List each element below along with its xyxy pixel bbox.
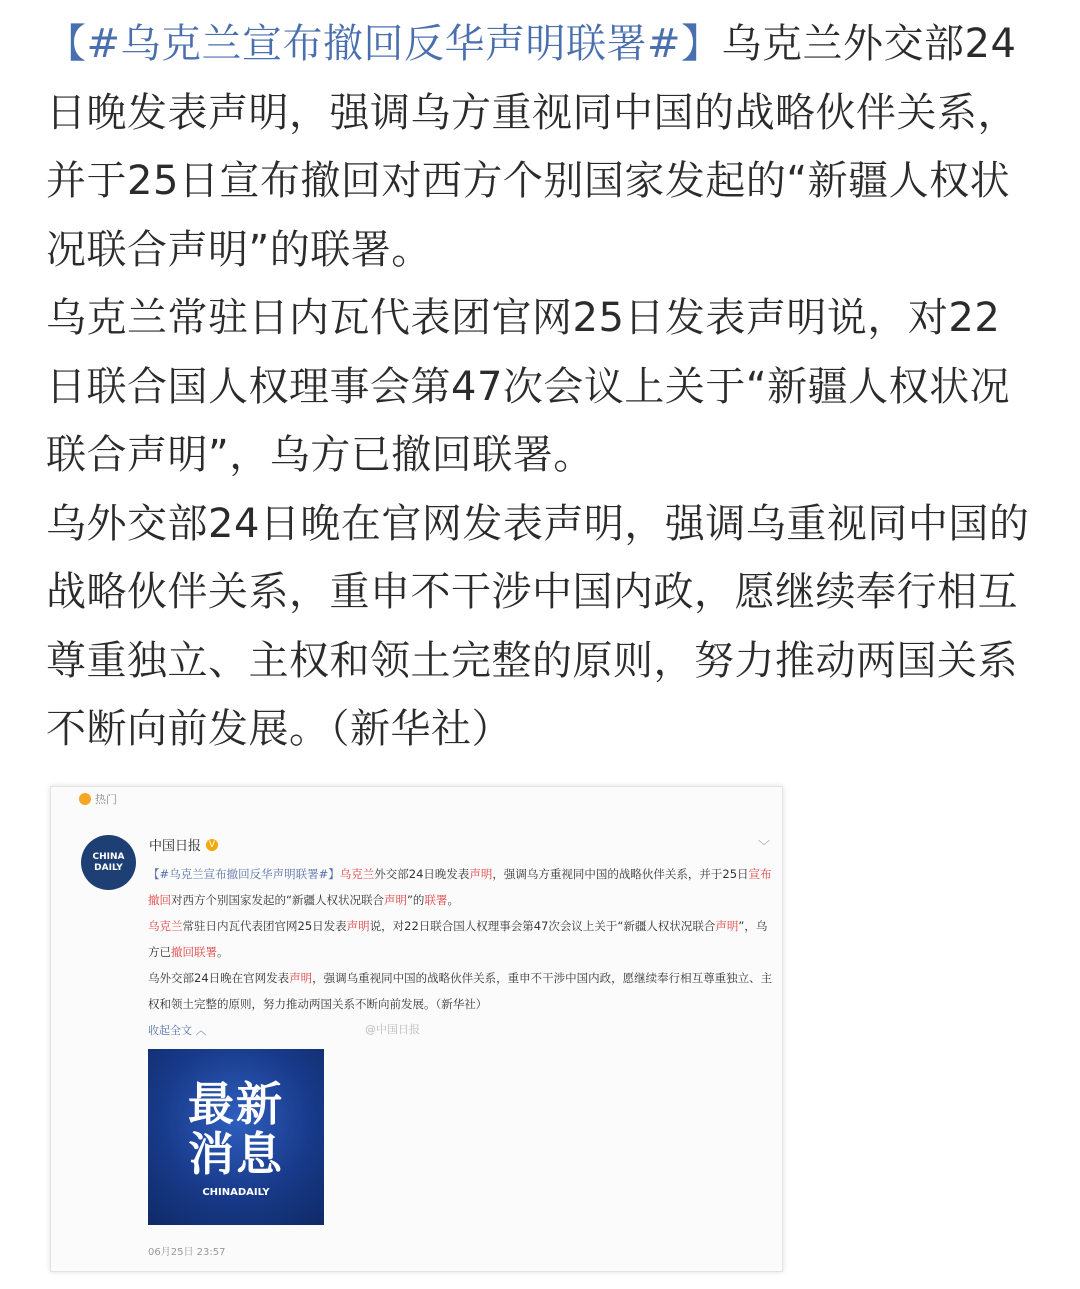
- post-hashtag-link[interactable]: 【#乌克兰宣布撤回反华声明联署#】: [46, 21, 722, 67]
- embed-hashtag-link[interactable]: 【#乌克兰宣布撤回反华声明联署#】: [148, 867, 340, 881]
- embed-body: [148, 861, 773, 1044]
- embed-text: 。: [447, 893, 459, 907]
- embed-text: 常驻日内瓦代表团官网25日发表: [182, 919, 347, 933]
- embed-paragraph-2: [148, 913, 773, 965]
- keyword-highlight: 宣布撤回: [148, 867, 772, 907]
- embed-paragraph-1: [148, 861, 773, 913]
- embed-paragraph-4: [148, 1017, 773, 1044]
- keyword-highlight: 声明: [383, 893, 407, 907]
- embed-paragraph-3: [148, 965, 773, 1017]
- keyword-highlight: 乌克兰: [339, 867, 375, 881]
- keyword-highlight: 撤回联署: [171, 945, 217, 959]
- verified-icon: V: [206, 839, 218, 851]
- chevron-down-icon[interactable]: ﹀: [757, 839, 770, 853]
- embed-text: 对西方个别国家发起的“新疆人权状况联合: [171, 893, 384, 907]
- promo-image[interactable]: [148, 1049, 324, 1225]
- account-name[interactable]: [149, 835, 218, 854]
- keyword-highlight: 乌克兰: [148, 919, 183, 933]
- post-paragraph-1: [46, 10, 1036, 284]
- embed-text: 。: [217, 945, 229, 959]
- post-paragraph-3: 乌外交部24日晚在官网发表声明，强调乌重视同中国的战略伙伴关系，重申不干涉中国内政，愿继续奉行相互尊重独立、主权和领土完整的原则，努力推动两国关系不断向前发展。（新华社）: [46, 500, 1030, 752]
- embed-text: ”的: [406, 893, 425, 907]
- collapse-button[interactable]: [148, 1024, 207, 1037]
- embed-text: ，强调乌方重视同中国的战略伙伴关系，并于25日: [492, 867, 749, 881]
- keyword-highlight: 声明: [715, 919, 739, 933]
- chevron-up-icon: ︿: [195, 1024, 207, 1037]
- keyword-highlight: 声明: [289, 971, 313, 985]
- keyword-highlight: 联署: [424, 893, 448, 907]
- embed-text: 外交部24日晚发表: [374, 867, 470, 881]
- embed-text: ”，乌方已: [148, 919, 768, 959]
- watermark: @中国日报: [365, 1023, 420, 1036]
- post-text: [46, 10, 1036, 764]
- keyword-highlight: 声明: [469, 867, 493, 881]
- avatar[interactable]: [81, 835, 136, 890]
- embed-text: 乌外交部24日晚在官网发表: [148, 971, 290, 985]
- embed-text: 说，对22日联合国人权理事会第47次会议上关于“新疆人权状况联合: [369, 919, 716, 933]
- embed-text: ，强调乌重视同中国的战略伙伴关系，重申不干涉中国内政，愿继续奉行相互尊重独立、主权和领土完整的原则，努力推动两国关系不断向前发展。（新华社）: [148, 971, 773, 1011]
- promo-line-2: 消息: [188, 1127, 284, 1181]
- embed-top-label: 热门: [95, 793, 117, 806]
- post-paragraph-2: 乌克兰常驻日内瓦代表团官网25日发表声明说，对22日联合国人权理事会第47次会议上关于“新疆人权状况联合声明”，乌方已撤回联署。: [46, 295, 1011, 478]
- embed-top-bar: [79, 791, 117, 807]
- hot-icon: [79, 793, 91, 805]
- promo-line-1: 最新: [188, 1077, 284, 1131]
- keyword-highlight: 声明: [346, 919, 370, 933]
- post-timestamp: 06月25日 23:57: [148, 1247, 226, 1258]
- promo-brand: CHINADAILY: [202, 1187, 270, 1198]
- collapse-label: 收起全文: [148, 1024, 192, 1037]
- embedded-weibo-screenshot: [50, 786, 783, 1272]
- post-paragraph-1-text: 乌克兰外交部24日晚发表声明，强调乌方重视同中国的战略伙伴关系，并于25日宣布撤回对西方个别国家发起的“新疆人权状况联合声明”的联署。: [46, 21, 1018, 273]
- avatar-text-line1: CHINA: [92, 851, 125, 862]
- account-name-text: 中国日报: [149, 839, 202, 854]
- avatar-text-line2: DAILY: [94, 862, 123, 873]
